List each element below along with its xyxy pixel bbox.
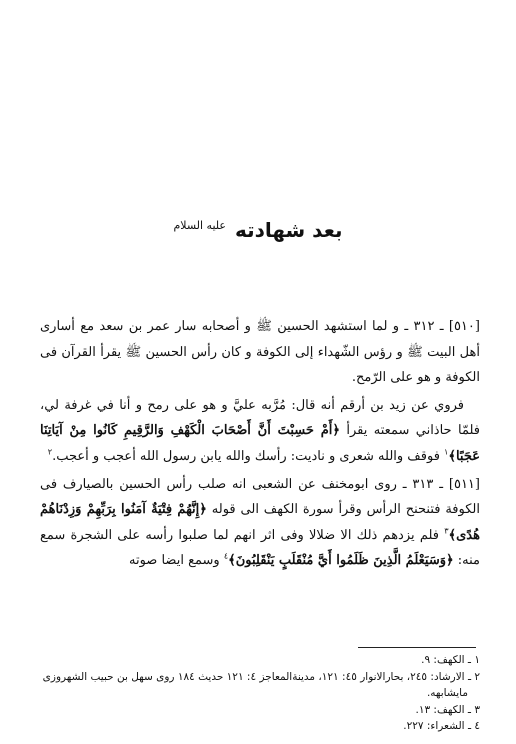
- footnotes: [40, 652, 480, 735]
- paragraph: [40, 314, 480, 391]
- main-text: [40, 314, 480, 576]
- footnote-item: ٤ ـ الشعراء: ٢٢٧.: [403, 720, 480, 732]
- text-run: وسمع ايضا صوته: [129, 553, 224, 569]
- footnote-item: ٢ ـ الارشاد: ٢٤٥، بحارالانوار ٤٥: ١٢١، مدينةالمعاجز ٤: ١٢١ حديث ١٨٤ روى سهل بن حبيب الشهروزى: [42, 670, 480, 683]
- footnote-ref: ١: [444, 447, 449, 457]
- text-run: [٥١١] ـ ٣١٣ ـ روى ابومخنف عن الشعبى انه صلب رأس الحسين بالصيارف فى الكوفة فتنحنح الرأس وقرأ سورة الكهف الى قوله: [40, 476, 480, 518]
- text-run: فروي عن زيد بن أرقم أنه قال: مُرَّبه عليَّ و هو على رمح و أنا في غرفة لي، فلمّا حاذاني سمعته يقرأ: [40, 397, 480, 439]
- quran-verse: ﴿إِنَّهُمْ فِتْيَةٌ آمَنُوا بِرَبِّهِمْ وَزِدْنَاهُمْ هُدًى﴾: [40, 502, 480, 543]
- paragraph: [40, 472, 480, 574]
- paragraph: [40, 393, 480, 470]
- footnote-ref: ٤: [223, 552, 229, 562]
- chapter-heading: [0, 212, 516, 244]
- footnote-item: ١ ـ الكهف: ٩.: [421, 654, 480, 666]
- footnote-item: مايشابهه.: [426, 687, 468, 699]
- footnote-ref: ٢: [47, 447, 53, 457]
- footnote-item: ٣ ـ الكهف: ١٣.: [415, 703, 480, 716]
- text-run: فلم يزدهم ذلك الا ضلالا وفى اثر انهم لما صلبوا رأسه على الشجرة سمع منه:: [40, 527, 480, 569]
- footnote-ref: ٣: [444, 526, 449, 536]
- footnote-separator: [358, 647, 476, 648]
- text-run: فوقف والله شعرى و ناديت: رأسك والله يابن رسول الله أعجب و أعجب.: [52, 448, 445, 464]
- honorific-mark: عليه السلام: [173, 219, 226, 232]
- text-run: [٥١٠] ـ ٣١٢ ـ و لما استشهد الحسين ﷺ و أصحابه سار عمر بن سعد مع أسارى أهل البيت ﷺ و رؤس الشّهداء إلى الكوفة و كان رأس الحسين ﷺ يقرأ القرآن فى الكوفة و هو على الرّمح.: [40, 319, 480, 386]
- heading-title: بعد شهادته: [234, 218, 343, 242]
- quran-verse: ﴿أَمْ حَسِبْتَ أَنَّ أَصْحَابَ الْكَهْفِ وَالرَّقِيمِ كَانُوا مِنْ آيَاتِنَا عَجَبًا﴾: [40, 423, 480, 464]
- quran-verse: ﴿وَسَيَعْلَمُ الَّذِينَ ظَلَمُوا أَيَّ مُنْقَلَبٍ يَنْقَلِبُونَ﴾: [228, 553, 454, 569]
